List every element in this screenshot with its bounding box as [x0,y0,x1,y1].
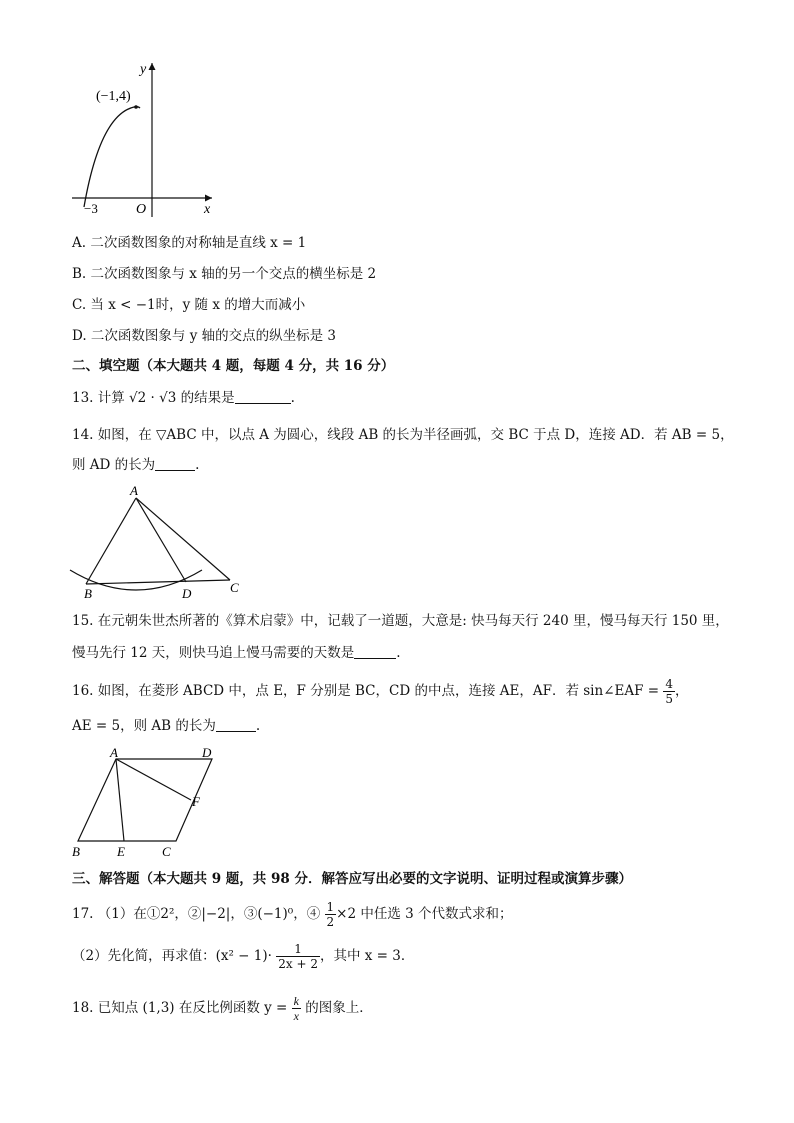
q13-text: 13. 计算 √2 · √3 的结果是 [72,390,235,406]
vertex-label: (−1,4) [96,89,131,104]
q18 [72,994,373,1023]
section2-title: 二、填空题（本大题共 4 题，每题 4 分，共 16 分） [72,358,395,374]
q14-line1: 14. 如图，在 ▽ABC 中，以点 A 为圆心，线段 AB 的长为半径画弧，交 BC 于点 D，连接 AD．若 AB = 5， [72,427,734,443]
fraction-4-5 [663,677,675,706]
q16-line2 [72,716,260,736]
segment-af [116,759,191,800]
label-a: A [110,745,118,760]
label-d: D [202,745,212,760]
frac-den: x [293,1009,299,1023]
q17-part1 [72,900,513,929]
q15-end: . [396,645,401,661]
vertex-point [134,105,138,109]
q14-line2 [72,455,199,475]
axis-y-label: y [140,62,147,77]
q14-end: . [195,457,200,473]
label-f: F [192,794,200,809]
label-a: A [130,483,138,498]
q17-part1-text: 17. （1）在①2²，②|−2|，③(−1)⁰，④ [72,906,321,922]
label-c: C [230,580,239,595]
label-c: C [162,844,171,859]
q16-line1-text: 16. 如图，在菱形 ABCD 中，点 E，F 分别是 BC，CD 的中点，连接 AE，AF．若 sin∠EAF = [72,683,660,699]
q16-line1-end: ， [675,683,689,699]
parabola-graph [60,55,230,225]
answer-blank [354,644,396,659]
q17-part2 [72,942,414,971]
side-ab [86,498,136,584]
segment-ad [136,498,186,582]
root-label: −3 [84,201,98,216]
option-d: D. 二次函数图象与 y 轴的交点的纵坐标是 3 [72,328,337,344]
q16-end: . [255,718,261,734]
rhombus-figure [66,743,226,861]
answer-blank [216,717,256,732]
q18-end: 的图象上． [301,1000,373,1016]
label-d: D [182,586,192,600]
frac-num: 4 [665,677,674,691]
option-b: B. 二次函数图象与 x 轴的另一个交点的横坐标是 2 [72,266,377,282]
fraction-1-2 [325,900,337,929]
fraction-1-2x2 [276,942,320,971]
label-e: E [117,844,125,859]
q13 [72,388,295,408]
q13-end: . [290,390,295,406]
frac-num: k [293,994,299,1008]
frac-den: 5 [665,692,674,706]
q17-part2-end: ，其中 x = 3． [319,948,415,964]
axis-x-label: x [204,202,211,217]
q15-line2 [72,643,401,663]
option-c: C. 当 x < −1时，y 随 x 的增大而减小 [72,297,306,313]
q15-line2-text: 慢马先行 12 天，则快马追上慢马需要的天数是 [72,645,355,661]
q17-part1-end: ×2 中任选 3 个代数式求和； [336,906,513,922]
q18-text: 18. 已知点 (1,3) 在反比例函数 y = [72,1000,288,1016]
triangle-figure [66,482,256,600]
frac-den: 2 [326,915,335,929]
side-ac [136,498,230,580]
option-a: A. 二次函数图象的对称轴是直线 x = 1 [72,235,307,251]
frac-den: 2x + 2 [278,957,318,971]
answer-blank [235,389,291,404]
section3-title: 三、解答题（本大题共 9 题，共 98 分．解答应写出必要的文字说明、证明过程或演算步骤） [72,871,632,887]
side-bc [86,580,230,584]
q14-line2-text: 则 AD 的长为 [72,457,156,473]
answer-blank [155,456,195,471]
frac-num: 1 [276,942,320,957]
parabola-curve [84,107,140,207]
q15-line1: 15. 在元朝朱世杰所著的《算术启蒙》中，记载了一道题，大意是: 快马每天行 240 里，慢马每天行 150 里， [72,613,729,629]
origin-label: O [136,202,147,217]
frac-num: 1 [326,900,335,914]
q16-line1 [72,677,689,706]
fraction-k-x [292,994,301,1023]
q16-line2-text: AE = 5，则 AB 的长为 [72,718,216,734]
q17-part2-text: （2）先化简，再求值：(x² − 1)· [72,948,272,964]
label-b: B [72,844,80,859]
segment-ae [116,759,124,841]
label-b: B [84,586,92,600]
